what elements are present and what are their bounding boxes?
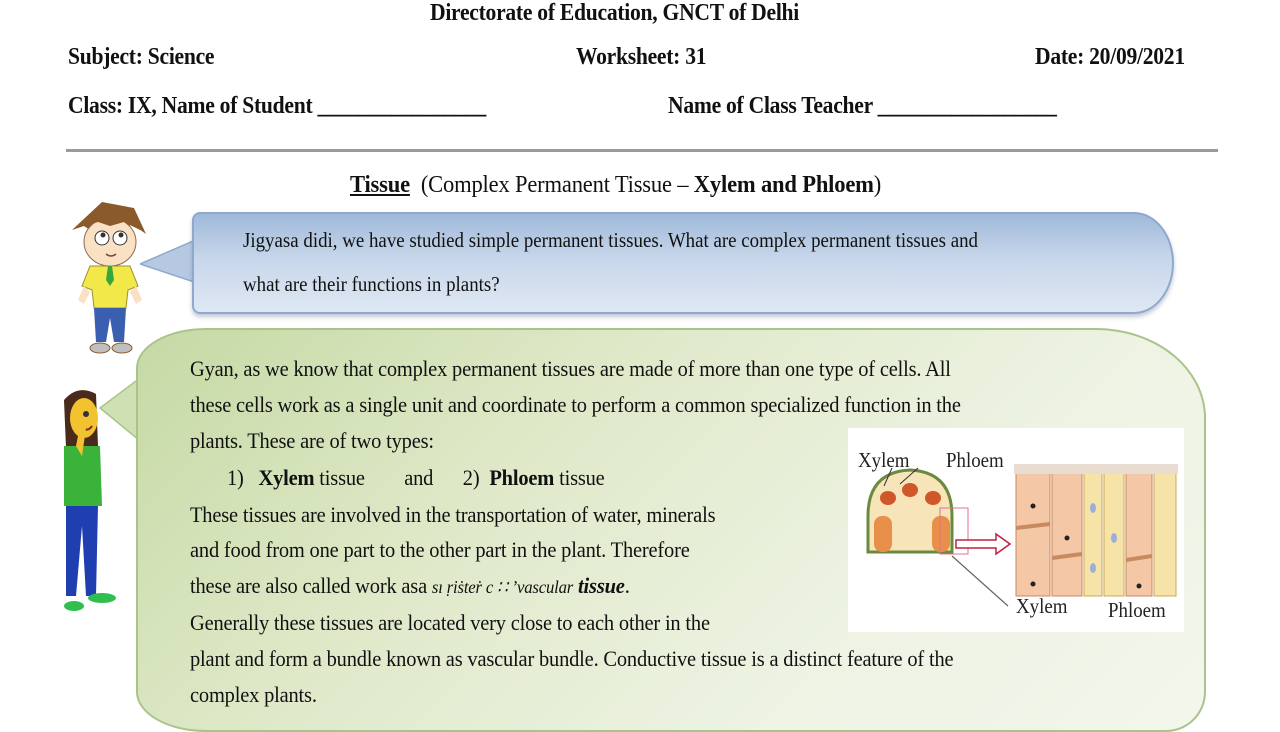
class-student-field: Class: IX, Name of Student ________________ [68,93,487,119]
tissue-types-list [227,460,605,496]
question-line-1: Jigyasa didi, we have studied simple permanent tissues. What are complex permanent tissues and [243,228,978,252]
list-and: and [404,465,434,490]
header-divider [66,149,1218,152]
date-label: Date: 20/09/2021 [1035,44,1185,70]
answer-line-9: plant and form a bundle known as vascular bundle. Conductive tissue is a distinct feature of the [190,646,954,671]
answer-line-2: these cells work as a single unit and coordinate to perform a common specialized function in the [190,392,961,417]
diagram-label-phloem-bottom: Phloem [1108,598,1166,622]
subject-label: Subject: Science [68,44,215,70]
line-7-italic: tissue [573,573,625,598]
diagram-label-xylem-top: Xylem [858,448,910,472]
class-teacher-field: Name of Class Teacher _________________ [668,93,1057,119]
topic-subtitle-suffix: ) [873,172,882,198]
list-item-2-name: Phloem [489,465,555,490]
topic-subtitle-bold: Xylem and Phloem [693,172,874,198]
answer-line-1: Gyan, as we know that complex permanent tissues are made of more than one type of cells. All [190,356,951,381]
diagram-label-xylem-bottom: Xylem [1016,594,1068,618]
list-item-2-rest: tissue [554,465,605,490]
list-item-1-number: 1) [227,465,244,490]
line-7-garbled: sı ṛiṡteṙ c ∷ ʼvascular [431,577,574,597]
answer-line-3: plants. These are of two types: [190,428,434,453]
diagram-label-phloem-top: Phloem [946,448,1004,472]
line-7-suffix: . [624,573,630,598]
answer-line-7 [190,568,630,605]
answer-line-10: complex plants. [190,682,317,707]
list-item-1-rest: tissue [314,465,365,490]
question-line-2: what are their functions in plants? [243,272,500,296]
line-7-prefix: these are also called work asa [190,573,432,598]
topic-subtitle-prefix: (Complex Permanent Tissue – [420,172,694,198]
answer-line-6: and food from one part to the other part in the plant. Therefore [190,537,690,562]
answer-line-8: Generally these tissues are located very close to each other in the [190,610,710,635]
topic-title-main: Tissue [350,172,410,198]
list-item-2-number: 2) [462,465,480,490]
xylem-phloem-diagram [848,428,1184,632]
list-item-1-name: Xylem [258,465,315,490]
topic-title [350,172,881,199]
answer-line-5: These tissues are involved in the transportation of water, minerals [190,502,716,527]
worksheet-number: Worksheet: 31 [576,44,707,70]
organization-title: Directorate of Education, GNCT of Delhi [430,0,800,26]
